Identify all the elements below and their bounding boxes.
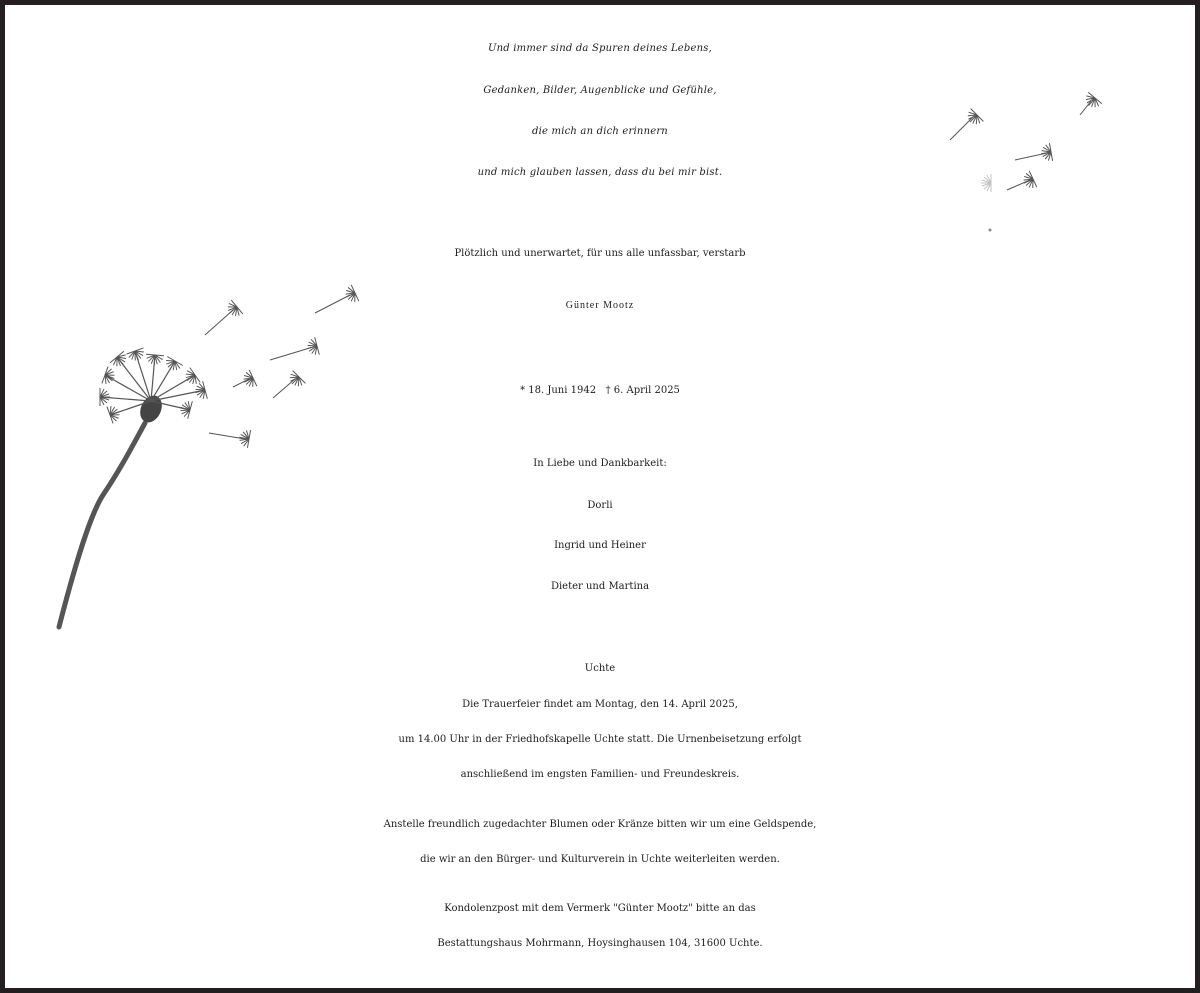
service-line-2: um 14.00 Uhr in der Friedhofskapelle Uchte statt. Die Urnenbeisetzung erfolgt bbox=[398, 734, 802, 745]
poem-line-2: Gedanken, Bilder, Augenblicke und Gefühle, bbox=[483, 85, 717, 96]
mourner-2: Ingrid und Heiner bbox=[554, 540, 646, 551]
condolence-line-1: Kondolenzpost mit dem Vermerk "Günter Mootz" bitte an das bbox=[444, 903, 756, 914]
poem-line-1: Und immer sind da Spuren deines Lebens, bbox=[487, 43, 712, 54]
poem-line-4: und mich glauben lassen, dass du bei mir bist. bbox=[477, 167, 723, 178]
life-dates: * 18. Juni 1942 † 6. April 2025 bbox=[520, 385, 680, 396]
intro-text: Plötzlich und unerwartet, für uns alle unfassbar, verstarb bbox=[454, 248, 746, 259]
deceased-name: Günter Mootz bbox=[565, 300, 635, 311]
dandelion-illustration bbox=[5, 5, 1195, 988]
poem-line-3: die mich an dich erinnern bbox=[532, 126, 668, 137]
donation-line-2: die wir an den Bürger- und Kulturverein in Uchte weiterleiten werden. bbox=[420, 854, 780, 865]
condolence-line-2: Bestattungshaus Mohrmann, Hoysinghausen 104, 31600 Uchte. bbox=[437, 938, 763, 949]
service-line-3: anschließend im engsten Familien- und Freundeskreis. bbox=[460, 769, 740, 780]
mourners-heading: In Liebe und Dankbarkeit: bbox=[533, 458, 667, 469]
donation-line-1: Anstelle freundlich zugedachter Blumen oder Kränze bitten wir um eine Geldspende, bbox=[383, 819, 817, 830]
mourner-1: Dorli bbox=[587, 500, 613, 511]
place-name: Uchte bbox=[584, 663, 616, 674]
service-line-1: Die Trauerfeier findet am Montag, den 14. April 2025, bbox=[462, 699, 738, 710]
mourner-3: Dieter und Martina bbox=[550, 581, 650, 592]
